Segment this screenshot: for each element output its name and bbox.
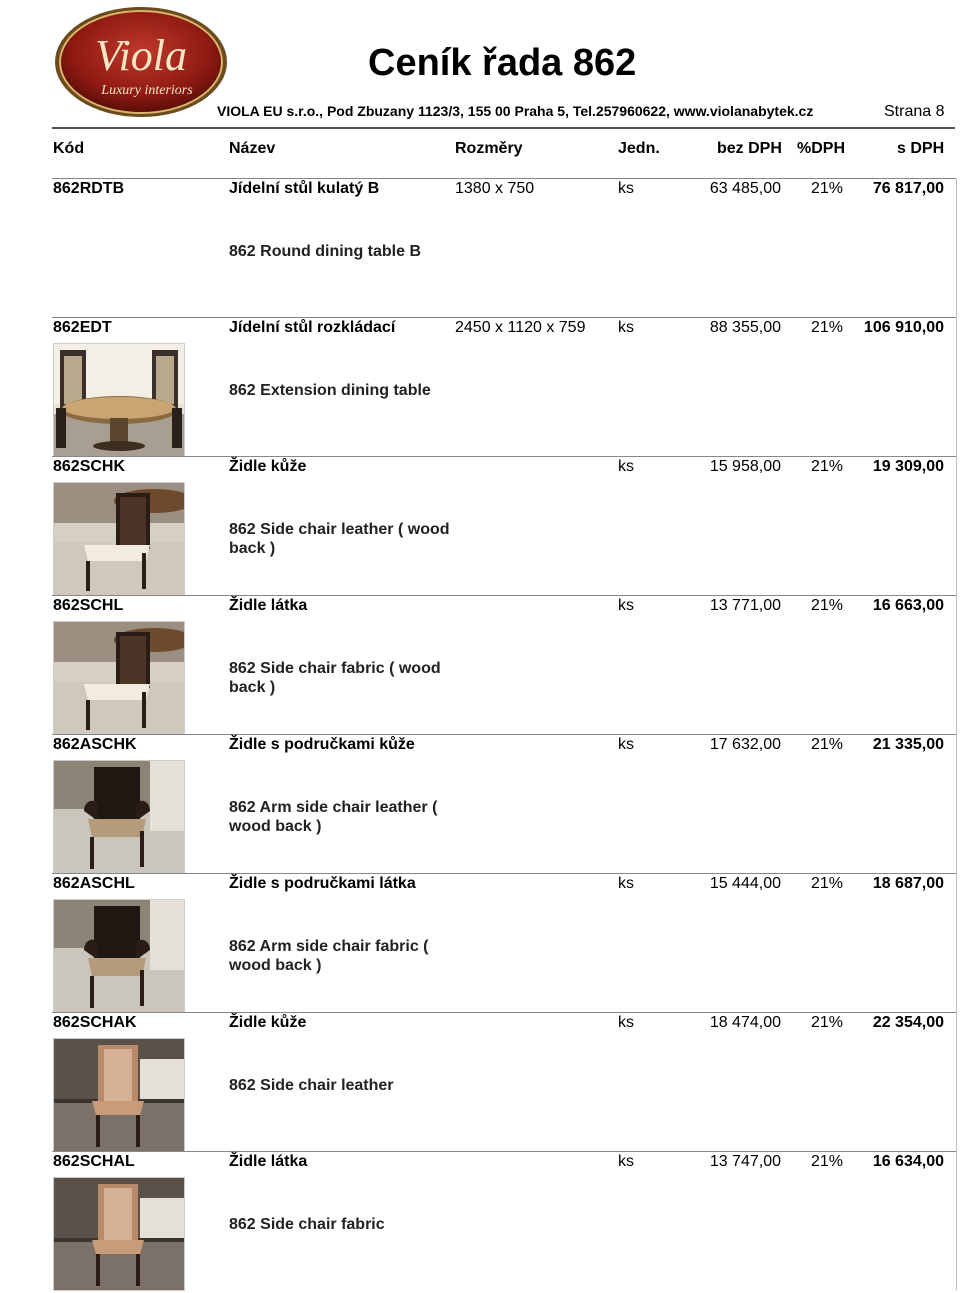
item-vat: 21% bbox=[810, 180, 843, 197]
item-unit: ks bbox=[618, 319, 634, 336]
item-name: Židle kůže bbox=[229, 1014, 307, 1031]
arm-chair-photo bbox=[53, 760, 185, 874]
item-total: 18 687,00 bbox=[872, 875, 944, 892]
item-vat: 21% bbox=[810, 736, 843, 753]
item-english-name: 862 Side chair fabric bbox=[229, 1216, 385, 1233]
item-total: 76 817,00 bbox=[872, 180, 944, 197]
item-dims: 2450 x 1120 x 759 bbox=[455, 319, 586, 336]
item-unit: ks bbox=[618, 1014, 634, 1031]
item-name: Židle látka bbox=[229, 1153, 308, 1170]
item-unit: ks bbox=[618, 1153, 634, 1170]
item-name: Jídelní stůl kulatý B bbox=[229, 180, 380, 197]
price-list bbox=[0, 178, 960, 1290]
item-vat: 21% bbox=[810, 875, 843, 892]
item-total: 16 634,00 bbox=[872, 1153, 944, 1170]
table-row bbox=[0, 734, 960, 873]
item-code: 862ASCHL bbox=[53, 875, 135, 892]
table-row bbox=[0, 595, 960, 734]
item-unit: ks bbox=[618, 458, 634, 475]
company-info: VIOLA EU s.r.o., Pod Zbuzany 1123/3, 155 00 Praha 5, Tel.257960622, www.violanabytek.cz bbox=[217, 103, 814, 119]
item-price: 17 632,00 bbox=[709, 736, 781, 753]
item-price: 88 355,00 bbox=[709, 319, 781, 336]
col-dims: Rozměry bbox=[455, 140, 523, 157]
col-code: Kód bbox=[53, 140, 85, 157]
item-vat: 21% bbox=[810, 1014, 843, 1031]
item-vat: 21% bbox=[810, 458, 843, 475]
item-total: 21 335,00 bbox=[872, 736, 944, 753]
item-dims: 1380 x 750 bbox=[455, 180, 535, 197]
col-name: Název bbox=[229, 140, 276, 157]
table-row bbox=[0, 1012, 960, 1151]
column-headers bbox=[0, 140, 960, 160]
item-code: 862SCHK bbox=[53, 458, 126, 475]
item-price: 13 747,00 bbox=[709, 1153, 781, 1170]
item-code: 862SCHAK bbox=[53, 1014, 137, 1031]
item-english-name: 862 Arm side chair fabric ( wood back ) bbox=[229, 938, 429, 974]
item-name: Židle kůže bbox=[229, 458, 307, 475]
item-price: 18 474,00 bbox=[709, 1014, 781, 1031]
item-unit: ks bbox=[618, 597, 634, 614]
item-english-name: 862 Extension dining table bbox=[229, 382, 431, 399]
item-name: Jídelní stůl rozkládací bbox=[229, 319, 396, 336]
viola-logo bbox=[52, 4, 230, 120]
header-divider bbox=[52, 127, 955, 129]
col-vat: %DPH bbox=[797, 140, 846, 157]
upholstered-chair-photo bbox=[53, 1177, 185, 1291]
item-price: 13 771,00 bbox=[709, 597, 781, 614]
item-english-name: 862 Arm side chair leather ( wood back ) bbox=[229, 799, 438, 835]
item-vat: 21% bbox=[810, 1153, 843, 1170]
side-chair-photo bbox=[53, 482, 185, 596]
item-price: 15 958,00 bbox=[709, 458, 781, 475]
item-vat: 21% bbox=[810, 597, 843, 614]
item-code: 862ASCHK bbox=[53, 736, 137, 753]
item-unit: ks bbox=[618, 736, 634, 753]
item-total: 19 309,00 bbox=[872, 458, 944, 475]
item-english-name: 862 Side chair fabric ( wood back ) bbox=[229, 660, 441, 696]
item-code: 862RDTB bbox=[53, 180, 125, 197]
item-vat: 21% bbox=[810, 319, 843, 336]
item-name: Židle látka bbox=[229, 597, 308, 614]
page-number: Strana 8 bbox=[884, 103, 945, 120]
arm-chair-photo bbox=[53, 899, 185, 1013]
item-english-name: 862 Side chair leather bbox=[229, 1077, 394, 1094]
item-english-name: 862 Side chair leather ( wood back ) bbox=[229, 521, 450, 557]
logo-wordmark: Viola bbox=[94, 31, 188, 80]
col-total: s DPH bbox=[897, 140, 945, 157]
table-row bbox=[0, 178, 960, 317]
item-name: Židle s područkami kůže bbox=[229, 736, 415, 753]
item-total: 106 910,00 bbox=[863, 319, 944, 336]
item-name: Židle s područkami látka bbox=[229, 875, 416, 892]
upholstered-chair-photo bbox=[53, 1038, 185, 1152]
item-code: 862SCHL bbox=[53, 597, 124, 614]
item-unit: ks bbox=[618, 180, 634, 197]
item-english-name: 862 Round dining table B bbox=[229, 243, 422, 260]
item-code: 862SCHAL bbox=[53, 1153, 135, 1170]
item-total: 16 663,00 bbox=[872, 597, 944, 614]
item-unit: ks bbox=[618, 875, 634, 892]
logo-tagline: Luxury interiors bbox=[101, 83, 193, 98]
table-row bbox=[0, 456, 960, 595]
col-price: bez DPH bbox=[717, 140, 782, 157]
side-chair-photo bbox=[53, 621, 185, 735]
col-unit: Jedn. bbox=[618, 140, 660, 157]
table-row bbox=[0, 873, 960, 1012]
item-code: 862EDT bbox=[53, 319, 112, 336]
dining-table-photo bbox=[53, 343, 185, 457]
table-row bbox=[0, 317, 960, 456]
item-price: 15 444,00 bbox=[709, 875, 781, 892]
item-total: 22 354,00 bbox=[872, 1014, 944, 1031]
table-row bbox=[0, 1151, 960, 1290]
page-title: Ceník řada 862 bbox=[368, 42, 637, 84]
item-price: 63 485,00 bbox=[709, 180, 781, 197]
